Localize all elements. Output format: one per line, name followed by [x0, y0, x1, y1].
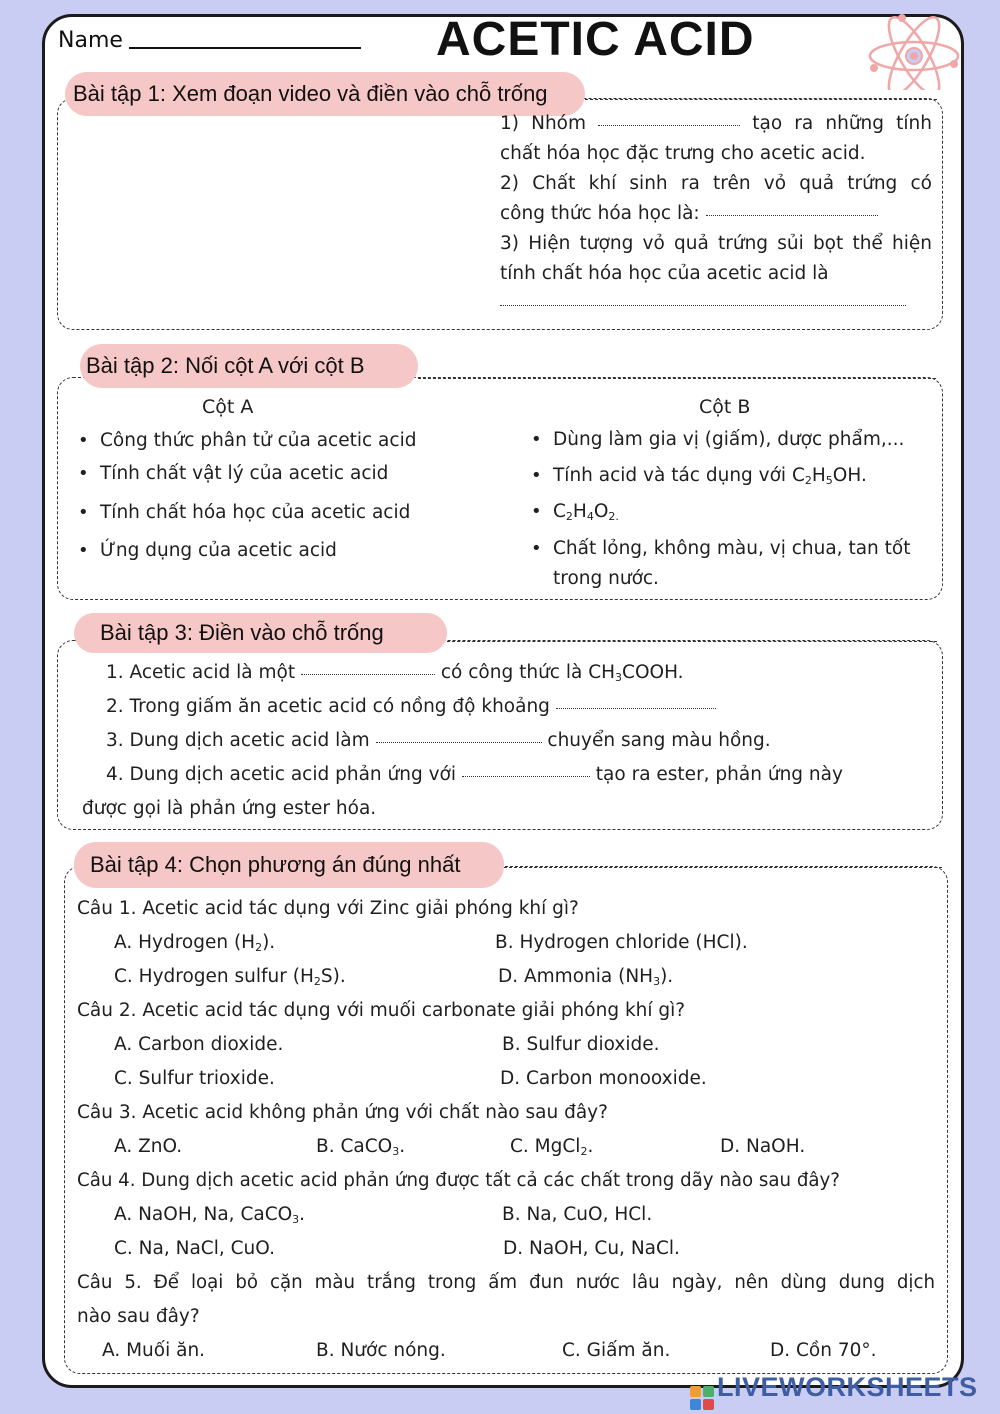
col-b-item-cont: trong nước.	[553, 568, 659, 589]
ex3-blank-3[interactable]	[376, 742, 542, 743]
q2-option-b[interactable]: B. Sulfur dioxide.	[502, 1034, 660, 1055]
ex3-blank-1[interactable]	[301, 674, 435, 675]
ex1-q1-line1: 1) Nhóm tạo ra những tính	[500, 113, 932, 134]
exercise-4-title: Bài tập 4: Chọn phương án đúng nhất	[74, 842, 504, 888]
q5-option-a[interactable]: A. Muối ăn.	[102, 1340, 206, 1361]
col-a-item[interactable]: • Tính chất hóa học của acetic acid	[100, 498, 410, 528]
q2-option-a[interactable]: A. Carbon dioxide.	[114, 1034, 284, 1055]
q5-option-d[interactable]: D. Cồn 70°.	[770, 1340, 877, 1361]
col-b-item[interactable]: • Tính acid và tác dụng với $C_2H_5OH$.	[553, 461, 867, 496]
q3-option-c[interactable]: C. MgCl$_2$.	[510, 1136, 594, 1158]
q4-option-a[interactable]: A. NaOH, Na, CaCO$_3$.	[114, 1204, 306, 1226]
q4-option-b[interactable]: B. Na, CuO, HCl.	[502, 1204, 653, 1225]
ex3-line-3: 3. Dung dịch acetic acid làm chuyển sang màu hồng.	[106, 730, 771, 751]
ex1-q2-line1: 2) Chất khí sinh ra trên vỏ quả trứng có	[500, 173, 932, 194]
question-5-cont: nào sau đây?	[77, 1306, 200, 1327]
ex1-blank-2[interactable]	[706, 215, 878, 216]
exercise-1-title: Bài tập 1: Xem đoạn video và điền vào chỗ trống	[65, 72, 585, 116]
section-divider-line	[585, 99, 937, 100]
col-a-item[interactable]: • Ứng dụng của acetic acid	[100, 536, 337, 566]
col-a-item[interactable]: • Tính chất vật lý của acetic acid	[100, 459, 388, 489]
exercise-3-title: Bài tập 3: Điền vào chỗ trống	[74, 613, 447, 653]
ex1-q2-line2: công thức hóa học là:	[500, 199, 878, 229]
q1-option-a[interactable]: A. Hydrogen $(H_2)$.	[114, 932, 276, 954]
liveworksheets-logo[interactable]	[690, 1372, 978, 1410]
q1-option-c[interactable]: C. Hydrogen sulfur $(H_2S)$.	[114, 966, 346, 988]
ex1-q3-line2: tính chất hóa học của acetic acid là	[500, 263, 829, 284]
ex3-line-1: 1. Acetic acid là một có công thức là $CH_3COOH$.	[106, 662, 684, 684]
question-5: Câu 5. Để loại bỏ cặn màu trắng trong ấm đun nước lâu ngày, nên dùng dung dịch	[77, 1272, 935, 1293]
col-b-item[interactable]: • $C_2H_4O_{2.}$	[553, 497, 619, 532]
ex1-blank-3[interactable]	[500, 305, 906, 306]
name-label: Name	[58, 28, 123, 53]
ex3-blank-2[interactable]	[556, 708, 716, 709]
col-a-item[interactable]: • Công thức phân tử của acetic acid	[100, 426, 416, 456]
column-b-header: Cột B	[699, 396, 751, 418]
q3-option-d[interactable]: D. NaOH.	[720, 1136, 806, 1157]
col-b-item[interactable]: • Chất lỏng, không màu, vị chua, tan tốt	[553, 534, 910, 564]
ex1-blank-1[interactable]	[598, 125, 740, 126]
col-b-item[interactable]: • Dùng làm gia vị (giấm), dược phẩm,...	[553, 425, 904, 455]
column-a-header: Cột A	[202, 396, 254, 418]
q3-option-b[interactable]: B. CaCO$_3$.	[316, 1136, 406, 1158]
q4-option-c[interactable]: C. Na, NaCl, CuO.	[114, 1238, 275, 1259]
q4-option-d[interactable]: D. NaOH, Cu, NaCl.	[503, 1238, 680, 1259]
q3-option-a[interactable]: A. ZnO.	[114, 1136, 183, 1157]
question-3: Câu 3. Acetic acid không phản ứng với chất nào sau đây?	[77, 1102, 608, 1123]
q5-option-c[interactable]: C. Giấm ăn.	[562, 1340, 671, 1361]
name-field[interactable]	[58, 28, 361, 53]
liveworksheets-mark-icon	[690, 1386, 714, 1410]
ex3-blank-4[interactable]	[462, 776, 590, 777]
question-2: Câu 2. Acetic acid tác dụng với muối carbonate giải phóng khí gì?	[77, 1000, 686, 1021]
ex3-line-2: 2. Trong giấm ăn acetic acid có nồng độ khoảng	[106, 692, 716, 722]
section-divider-line	[418, 378, 936, 379]
liveworksheets-brand: LIVEWORKSHEETS	[717, 1372, 978, 1402]
q1-option-d[interactable]: D. Ammonia $(NH_3)$.	[498, 966, 674, 988]
section-divider-line	[447, 641, 937, 642]
atom-icon	[866, 12, 962, 90]
section-divider-line	[504, 867, 942, 868]
exercise-2-title: Bài tập 2: Nối cột A với cột B	[80, 344, 418, 388]
q2-option-d[interactable]: D. Carbon monooxide.	[500, 1068, 707, 1089]
q1-option-b[interactable]: B. Hydrogen chloride (HCl).	[495, 932, 748, 953]
ex1-q1-line2: chất hóa học đặc trưng cho acetic acid.	[500, 143, 866, 164]
ex3-line-5: được gọi là phản ứng ester hóa.	[82, 798, 377, 819]
ex3-line-4: 4. Dung dịch acetic acid phản ứng với tạo ra ester, phản ứng này	[106, 764, 843, 785]
question-1: Câu 1. Acetic acid tác dụng với Zinc giải phóng khí gì?	[77, 898, 579, 919]
q2-option-c[interactable]: C. Sulfur trioxide.	[114, 1068, 275, 1089]
q5-option-b[interactable]: B. Nước nóng.	[316, 1340, 446, 1361]
question-4: Câu 4. Dung dịch acetic acid phản ứng được tất cả các chất trong dãy nào sau đây?	[77, 1170, 840, 1191]
ex1-q3-line1: 3) Hiện tượng vỏ quả trứng sủi bọt thể hiện	[500, 233, 932, 254]
page-title: ACETIC ACID	[436, 13, 755, 66]
ex1-q3-answer-line	[500, 289, 906, 319]
name-input-line[interactable]	[129, 47, 361, 49]
